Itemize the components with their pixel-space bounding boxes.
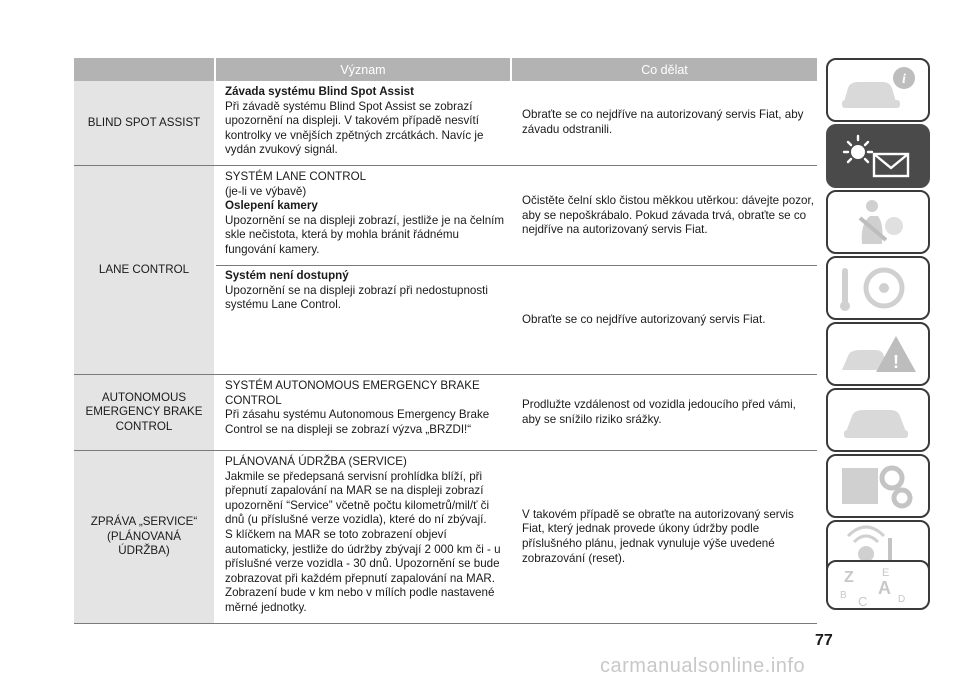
row-desc-text: Upozornění se na displeji zobrazí, jestliže je na čelním skle nečistota, která by mohla bránit řádnému fungování kamery. <box>225 213 505 256</box>
table-row <box>74 375 817 451</box>
table-row <box>74 81 817 166</box>
side-tab-emergency[interactable] <box>826 322 930 386</box>
row-action <box>522 166 814 266</box>
header-col-name <box>74 58 214 81</box>
page-number: 77 <box>815 632 833 649</box>
subrow-description <box>225 266 510 375</box>
row-description <box>225 451 510 623</box>
row-action-text: Obraťte se co nejdříve na autorizovaný servis Fiat, aby závadu odstranili. <box>522 108 804 136</box>
svg-text:!: ! <box>893 352 899 372</box>
svg-text:i: i <box>902 72 906 87</box>
subrow-action <box>522 266 814 375</box>
row-name: AUTONOMOUS EMERGENCY BRAKE CONTROL <box>74 375 214 450</box>
row-name: ZPRÁVA „SERVICE“ (PLÁNOVANÁ ÚDRŽBA) <box>74 451 214 623</box>
table-row <box>74 451 817 624</box>
steering-wheel-key-icon <box>832 260 924 316</box>
svg-text:D: D <box>898 594 906 605</box>
alphabetical-index-icon <box>832 557 924 613</box>
row-name: BLIND SPOT ASSIST <box>74 81 214 165</box>
warning-light-message-icon <box>832 128 924 184</box>
side-tab-technical-data[interactable] <box>826 454 930 518</box>
header-col-action: Co dělat <box>512 58 817 81</box>
watermark: carmanualsonline.info <box>600 655 806 677</box>
row-action-text: Prodlužte vzdálenost od vozidla jedoucího před vámi, aby se snížilo riziko srážky. <box>522 397 796 426</box>
subrow-desc-text: Upozornění se na displeji zobrazí při nedostupnosti systému Lane Control. <box>225 283 488 312</box>
breakdown-warning-icon <box>832 326 924 382</box>
side-tab-maintenance[interactable] <box>826 388 930 452</box>
side-tab-starting-driving[interactable] <box>826 256 930 320</box>
svg-text:E: E <box>882 567 890 579</box>
row-desc-text2: S klíčkem na MAR se toto zobrazení objeví automaticky, jestliže do údržby zbývají 2 000 km či - u příslušné verze vozidla - 30 dnů. Upozornění se bude zobrazovat při každém přepnutí zapalování na MAR. Zobrazení bude v km nebo v mílích podle nastavené měrné jednotky. <box>225 527 501 614</box>
subrow-action-text: Obraťte se co nejdříve autorizovaný servis Fiat. <box>522 313 766 327</box>
svg-text:C: C <box>858 594 868 609</box>
car-info-icon <box>832 62 924 118</box>
svg-text:B: B <box>840 590 847 601</box>
row-desc-pre: PLÁNOVANÁ ÚDRŽBA (SERVICE) <box>225 455 407 468</box>
side-tab-warning-lights[interactable] <box>826 124 930 188</box>
table-subrow <box>216 265 817 375</box>
row-description <box>225 375 510 450</box>
row-desc-title: Oslepení kamery <box>225 199 318 213</box>
row-desc-pre: SYSTÉM AUTONOMOUS EMERGENCY BRAKE CONTROL <box>225 379 480 407</box>
row-description <box>225 166 510 266</box>
side-tab-car-info[interactable] <box>826 58 930 122</box>
row-action <box>522 375 814 450</box>
row-desc-text: Jakmile se předepsaná servisní prohlídka blíží, při přepnutí zapalování na MAR se na displeji zobrazí upozornění “Service” včetně počtu kilometrů/mil/ť či dnů (u příslušné verze vozidla), které do ní zbývají. <box>225 469 490 527</box>
row-name: LANE CONTROL <box>74 166 214 374</box>
row-description <box>225 81 510 165</box>
header-col-meaning: Význam <box>216 58 510 81</box>
table-row <box>74 166 817 375</box>
row-desc-pre: SYSTÉM LANE CONTROL <box>225 170 367 183</box>
row-desc-text: Při zásahu systému Autonomous Emergency Brake Control se na displeji se zobrazí výzva „BRZDI!“ <box>225 408 490 436</box>
subrow-desc-title: Systém není dostupný <box>225 269 349 282</box>
technical-data-gears-icon <box>832 458 924 514</box>
row-desc-title: Závada systému Blind Spot Assist <box>225 85 414 98</box>
row-action <box>522 451 814 623</box>
side-tab-index[interactable] <box>826 560 930 610</box>
row-action-text: Očistěte čelní sklo čistou měkkou utěrkou: dávejte pozor, aby se nepoškrábalo. Pokud závada trvá, obraťte se co nejdříve na autorizovaný servis Fiat. <box>522 194 814 237</box>
row-desc-text: Při závadě systému Blind Spot Assist se zobrazí upozornění na displeji. V takovém případě nesvítí kontrolky ve vnějších zpětných zrcátkách. Navíc je vydán zvukový signál. <box>225 99 484 157</box>
row-desc-pre2: (je-li ve výbavě) <box>225 184 307 198</box>
svg-text:Z: Z <box>844 569 854 586</box>
side-tab-safety[interactable] <box>826 190 930 254</box>
row-action-text: V takovém případě se obraťte na autorizovaný servis Fiat, který jednak provede úkony údržby podle příslušného plánu, jednak vynuluje výše uvedené zobrazování (reset). <box>522 507 794 565</box>
seatbelt-airbag-icon <box>832 194 924 250</box>
maintenance-car-icon <box>832 392 924 448</box>
svg-text:A: A <box>878 578 891 598</box>
row-action <box>522 81 814 165</box>
